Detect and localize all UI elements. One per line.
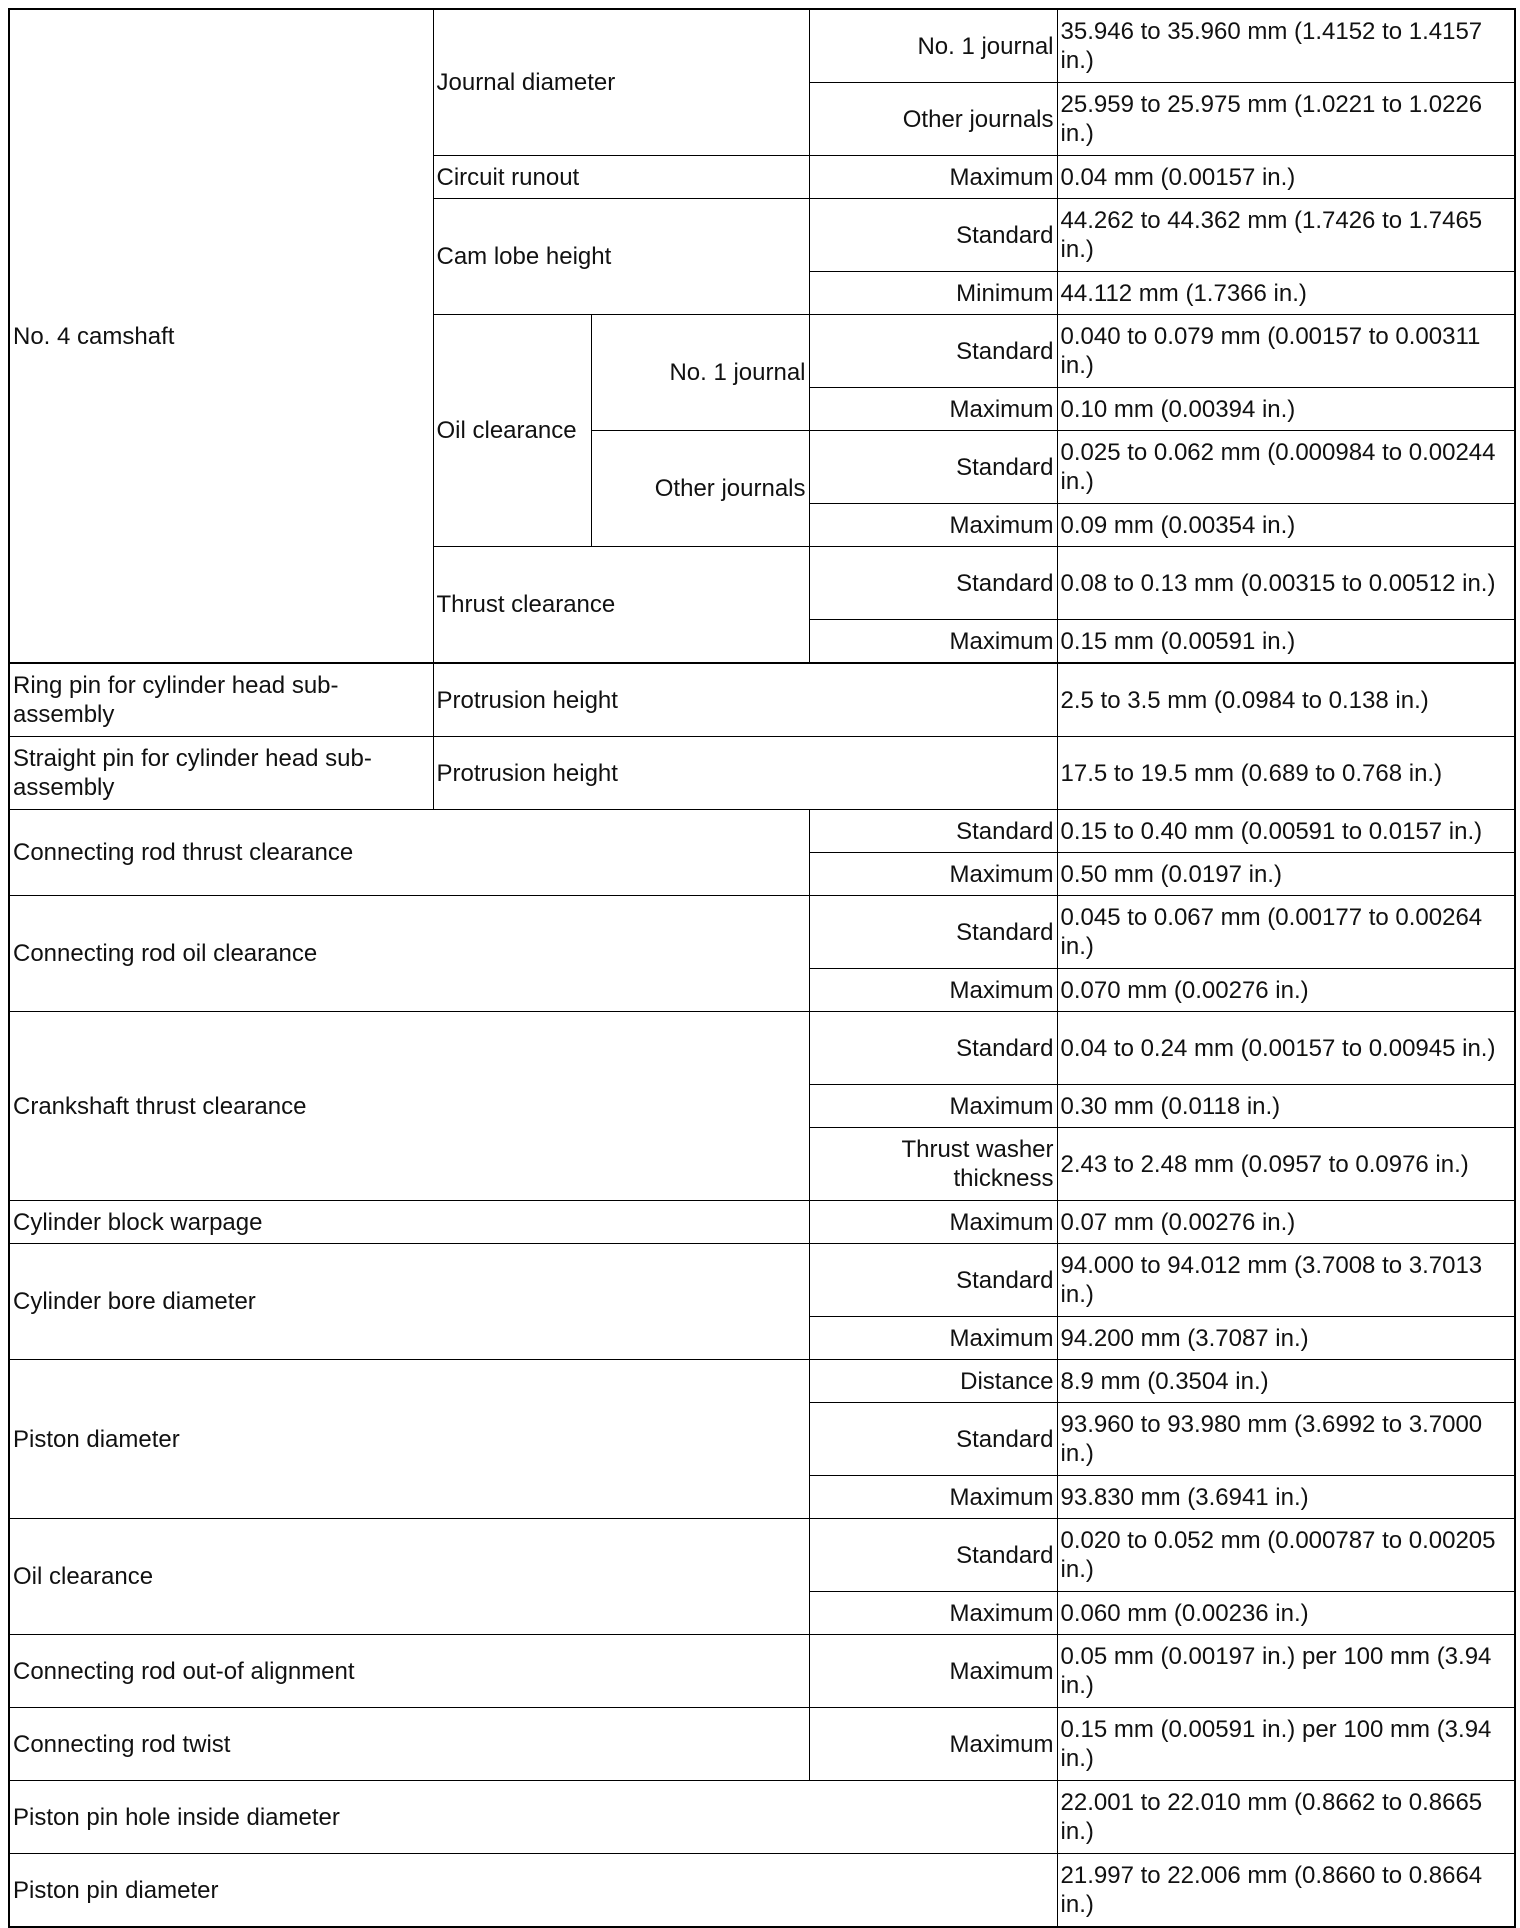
spec-value: 0.05 mm (0.00197 in.) per 100 mm (3.94 in.) [1057,1635,1515,1708]
item-label: Protrusion height [433,663,1057,737]
condition-label: Maximum [809,156,1057,199]
table-row [9,1244,1515,1317]
spec-value: 0.09 mm (0.00354 in.) [1057,504,1515,547]
condition-label: Minimum [809,272,1057,315]
condition-label: Standard [809,810,1057,853]
spec-value: 94.000 to 94.012 mm (3.7008 to 3.7013 in.) [1057,1244,1515,1317]
table-row [9,1635,1515,1708]
table-row [9,896,1515,969]
row-label: Ring pin for cylinder head sub-assembly [9,663,433,737]
spec-value: 0.30 mm (0.0118 in.) [1057,1085,1515,1128]
table-row [9,1854,1515,1928]
spec-table [8,8,1516,664]
condition-label: Maximum [809,620,1057,664]
spec-value: 0.040 to 0.079 mm (0.00157 to 0.00311 in.) [1057,315,1515,388]
spec-value: 0.15 mm (0.00591 in.) per 100 mm (3.94 in.) [1057,1708,1515,1781]
spec-value: 2.5 to 3.5 mm (0.0984 to 0.138 in.) [1057,663,1515,737]
table-row [9,737,1515,810]
condition-label: Maximum [809,1201,1057,1244]
spec-value: 17.5 to 19.5 mm (0.689 to 0.768 in.) [1057,737,1515,810]
condition-label: Maximum [809,853,1057,896]
spec-value: 22.001 to 22.010 mm (0.8662 to 0.8665 in.) [1057,1781,1515,1854]
condition-label: Standard [809,315,1057,388]
condition-label: Standard [809,1519,1057,1592]
condition-label: Standard [809,1403,1057,1476]
spec-value: 35.946 to 35.960 mm (1.4152 to 1.4157 in.) [1057,9,1515,83]
condition-label: Maximum [809,1317,1057,1360]
row-label: No. 4 camshaft [9,9,433,663]
spec-table-continued [8,662,1516,1928]
table-row [9,1201,1515,1244]
table-row [9,1519,1515,1592]
spec-value: 93.960 to 93.980 mm (3.6992 to 3.7000 in.) [1057,1403,1515,1476]
spec-value: 44.262 to 44.362 mm (1.7426 to 1.7465 in.) [1057,199,1515,272]
row-label: Piston pin diameter [9,1854,1057,1928]
row-label: Connecting rod out-of alignment [9,1635,809,1708]
condition-label: Distance [809,1360,1057,1403]
spec-value: 25.959 to 25.975 mm (1.0221 to 1.0226 in.) [1057,83,1515,156]
spec-value: 94.200 mm (3.7087 in.) [1057,1317,1515,1360]
condition-label: Maximum [809,1592,1057,1635]
spec-value: 0.07 mm (0.00276 in.) [1057,1201,1515,1244]
table-row [9,9,1515,83]
item-label: Oil clearance [433,315,591,547]
condition-label: Standard [809,1244,1057,1317]
spec-value: 0.15 to 0.40 mm (0.00591 to 0.0157 in.) [1057,810,1515,853]
spec-value: 0.15 mm (0.00591 in.) [1057,620,1515,664]
row-label: Connecting rod oil clearance [9,896,809,1012]
item-label: Thrust clearance [433,547,809,664]
spec-value: 21.997 to 22.006 mm (0.8660 to 0.8664 in.) [1057,1854,1515,1928]
table-row [9,1708,1515,1781]
spec-value: 0.10 mm (0.00394 in.) [1057,388,1515,431]
condition-label: Maximum [809,504,1057,547]
table-row [9,1781,1515,1854]
item-label: Journal diameter [433,9,809,156]
row-label: Straight pin for cylinder head sub-assembly [9,737,433,810]
item-label: Circuit runout [433,156,809,199]
spec-value: 0.08 to 0.13 mm (0.00315 to 0.00512 in.) [1057,547,1515,620]
condition-label: Maximum [809,969,1057,1012]
table-row [9,810,1515,853]
row-label: Cylinder block warpage [9,1201,809,1244]
spec-value: 0.025 to 0.062 mm (0.000984 to 0.00244 in.) [1057,431,1515,504]
condition-label: Standard [809,1012,1057,1085]
spec-value: 0.04 to 0.24 mm (0.00157 to 0.00945 in.) [1057,1012,1515,1085]
item-label: Cam lobe height [433,199,809,315]
sub-item-label: No. 1 journal [591,315,809,431]
row-label: Crankshaft thrust clearance [9,1012,809,1201]
spec-value: 0.045 to 0.067 mm (0.00177 to 0.00264 in.) [1057,896,1515,969]
condition-label: Standard [809,431,1057,504]
spec-value: 0.04 mm (0.00157 in.) [1057,156,1515,199]
row-label: Piston pin hole inside diameter [9,1781,1057,1854]
condition-label: Maximum [809,1708,1057,1781]
spec-value: 2.43 to 2.48 mm (0.0957 to 0.0976 in.) [1057,1128,1515,1201]
row-label: Piston diameter [9,1360,809,1519]
spec-value: 0.070 mm (0.00276 in.) [1057,969,1515,1012]
condition-label: Standard [809,547,1057,620]
spec-value: 0.020 to 0.052 mm (0.000787 to 0.00205 in.) [1057,1519,1515,1592]
row-label: Connecting rod twist [9,1708,809,1781]
item-label: Protrusion height [433,737,1057,810]
spec-value: 0.50 mm (0.0197 in.) [1057,853,1515,896]
spec-value: 0.060 mm (0.00236 in.) [1057,1592,1515,1635]
row-label: Oil clearance [9,1519,809,1635]
condition-label: Maximum [809,388,1057,431]
condition-label: Other journals [809,83,1057,156]
condition-label: Maximum [809,1085,1057,1128]
condition-label: Maximum [809,1635,1057,1708]
condition-label: Standard [809,199,1057,272]
table-row [9,1360,1515,1403]
spec-value: 8.9 mm (0.3504 in.) [1057,1360,1515,1403]
condition-label: Standard [809,896,1057,969]
condition-label: Thrust washer thickness [809,1128,1057,1201]
spec-value: 93.830 mm (3.6941 in.) [1057,1476,1515,1519]
spec-value: 44.112 mm (1.7366 in.) [1057,272,1515,315]
table-row [9,1012,1515,1085]
table-row [9,663,1515,737]
condition-label: No. 1 journal [809,9,1057,83]
condition-label: Maximum [809,1476,1057,1519]
row-label: Cylinder bore diameter [9,1244,809,1360]
sub-item-label: Other journals [591,431,809,547]
row-label: Connecting rod thrust clearance [9,810,809,896]
